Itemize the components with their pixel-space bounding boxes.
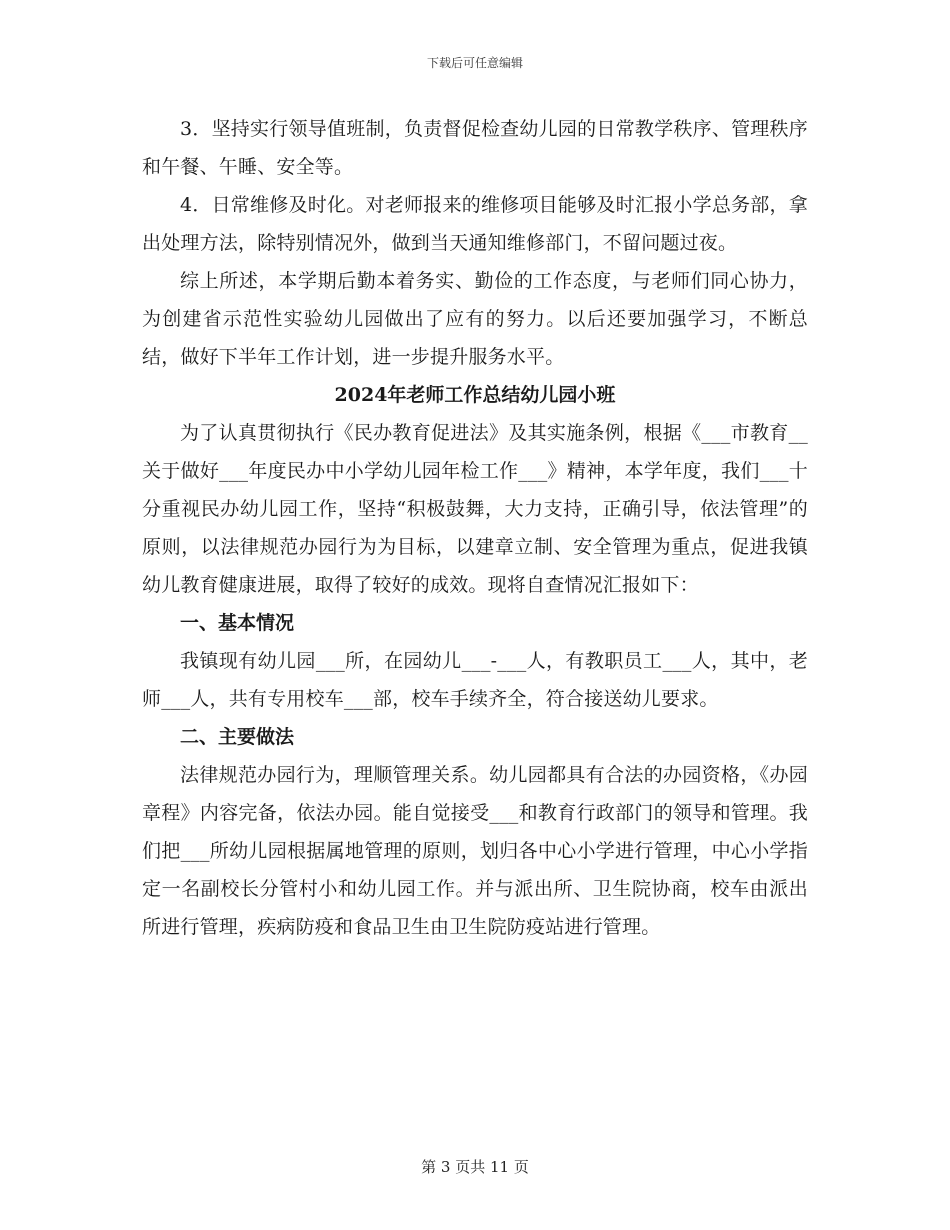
paragraph-summary: 综上所述，本学期后勤本着务实、勤俭的工作态度，与老师们同心协力，为创建省示范性实验幼儿园做出了应有的努力。以后还要加强学习，不断总结，做好下半年工作计划，进一步提升服务水平。 [142, 270, 808, 368]
document-body [142, 110, 808, 946]
paragraph-item-4: 4．日常维修及时化。对老师报来的维修项目能够及时汇报小学总务部，拿出处理方法，除特别情况外，做到当天通知维修部门，不留问题过夜。 [142, 194, 808, 254]
paragraph-practice: 法律规范办园行为，理顺管理关系。幼儿园都具有合法的办园资格，《办园章程》内容完备，依法办园。能自觉接受___和教育行政部门的领导和管理。我们把___所幼儿园根据属地管理的原则，划归各中心小学进行管理，中心小学指定一名副校长分管村小和幼儿园工作。并与派出所、卫生院协商，校车由派出所进行管理，疾病防疫和食品卫生由卫生院防疫站进行管理。 [142, 764, 808, 938]
paragraph-item-3: 3．坚持实行领导值班制，负责督促检查幼儿园的日常教学秩序、管理秩序和午餐、午睡、安全等。 [142, 118, 808, 178]
section-heading-practice: 二、主要做法 [180, 726, 295, 748]
document-title: 2024年老师工作总结幼儿园小班 [334, 384, 616, 406]
section-heading-basic: 一、基本情况 [180, 612, 295, 634]
paragraph-basic: 我镇现有幼儿园___所，在园幼儿___-___人，有教职员工___人，其中，老师___人，共有专用校车___部，校车手续齐全，符合接送幼儿要求。 [142, 650, 808, 710]
paragraph-intro: 为了认真贯彻执行《民办教育促进法》及其实施条例，根据《___市教育__关于做好___年度民办中小学幼儿园年检工作___》精神，本学年度，我们___十分重视民办幼儿园工作，坚持“积极鼓舞，大力支持，正确引导，依法管理”的原则，以法律规范办园行为为目标，以建章立制、安全管理为重点，促进我镇幼儿教育健康进展，取得了较好的成效。现将自查情况汇报如下： [142, 422, 808, 596]
page-footer: 第 3 页共 11 页 [421, 1158, 529, 1176]
page-header: 下载后可任意编辑 [426, 56, 523, 70]
